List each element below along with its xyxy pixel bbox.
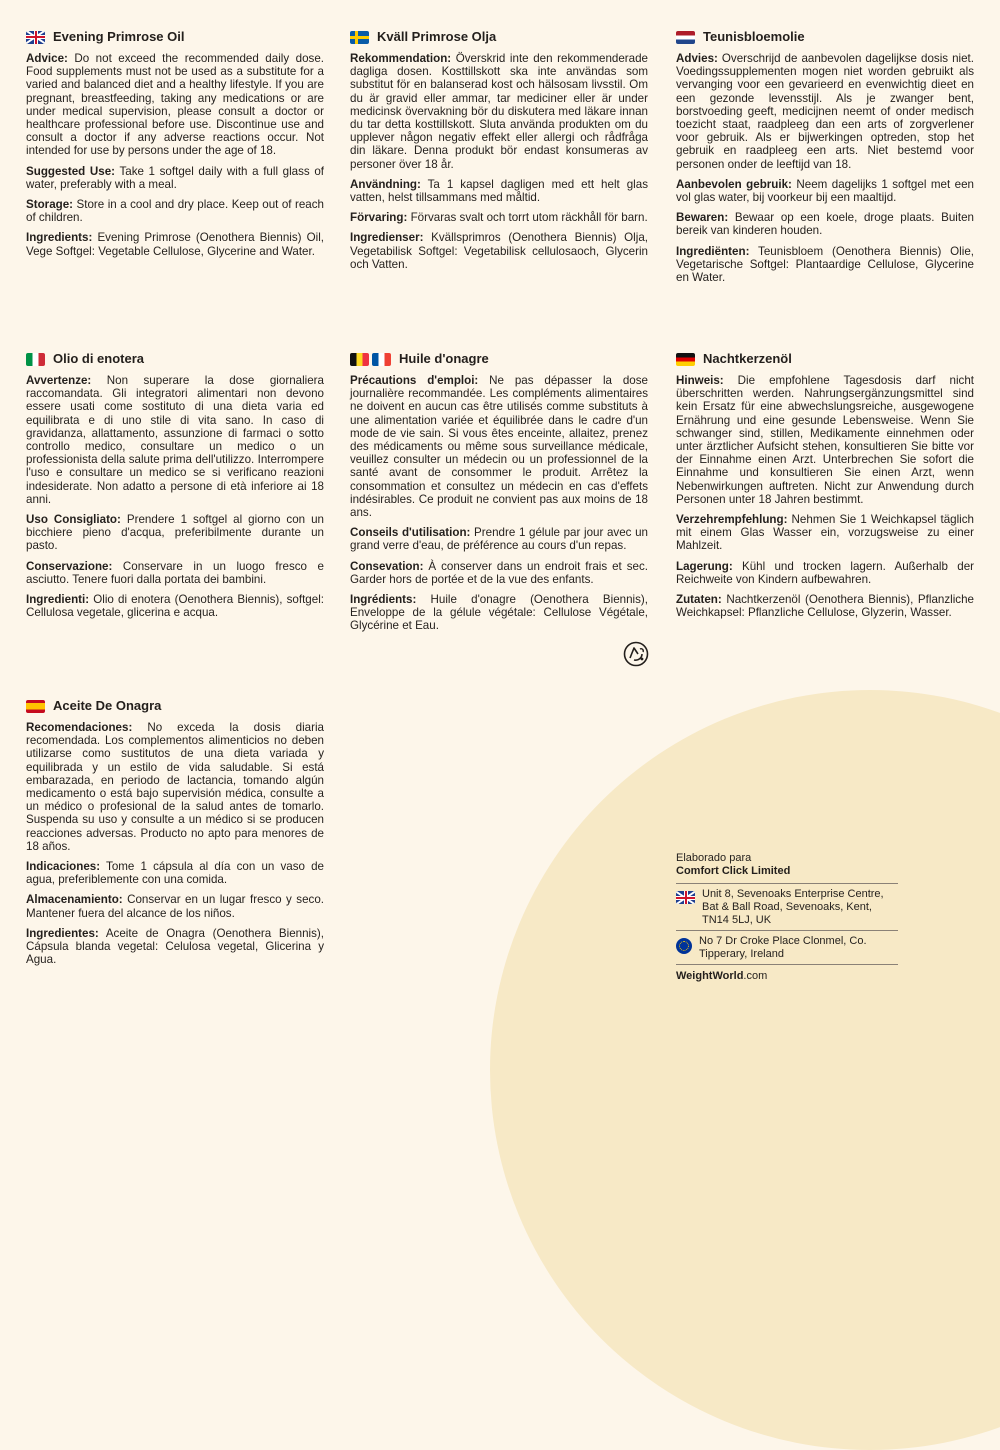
advice-label: Advies:: [676, 52, 718, 65]
ingredients-label: Ingredients:: [26, 231, 93, 245]
advice-label: Rekommendation:: [350, 52, 452, 65]
storage-paragraph: [26, 198, 324, 224]
use-text: Prendre 1 gélule par jour avec un grand verre d'eau, de préférence au cours d'un repas.: [350, 526, 648, 553]
advice-text: Do not exceed the recommended daily dose. Food supplements must not be used as a substitute for a varied and balanced diet and a healthy lifestyle. If you are pregnant, breastfeeding, taking any medications or are under medical supervision, please consult a doctor or healthcare professional before use. Discontinue use and consult a doctor if any adverse reactions occur. Not intended for use by persons under the age of 18.: [26, 52, 324, 158]
section-dutch: [676, 28, 974, 291]
use-label: Aanbevolen gebruik:: [676, 177, 792, 191]
storage-label: Almacenamiento:: [26, 893, 123, 907]
use-paragraph: [676, 178, 974, 204]
advice-text: Överskrid inte den rekommenderade dagliga dosen. Kosttillskott ska inte användas som substitut för en balanserad kost och hälsosam livsstil. Om du är gravid eller ammar, tar mediciner eller är under medicinsk övervakning bör du diskutera med läkare innan du tar detta kosttillskott. Sluta använda produkten om du upplever någon negativ effekt eller allergi och rådfråga din läkare. Denna produkt bör endast konsumeras av personer över 18 år.: [350, 52, 648, 171]
storage-label: Bewaren:: [676, 211, 729, 225]
advice-label: Advice:: [26, 52, 68, 65]
ingredients-text: Kvällsprimros (Oenothera Biennis) Olja, Vegetabilisk Softgel: Vegetabilisk cellulosaoch, Glycerin och Vatten.: [350, 231, 648, 271]
uk-flag-icon: [676, 891, 695, 904]
storage-paragraph: [350, 560, 648, 586]
use-paragraph: [26, 165, 324, 191]
storage-text: Store in a cool and dry place. Keep out of reach of children.: [26, 198, 324, 225]
advice-text: Overschrijd de aanbevolen dagelijkse dosis niet. Voedingssupplementen mogen niet worden gebruikt als vervanging voor een gevarieerd en evenwichtig dieet en een gezonde levensstijl. Als je zwanger bent, borstvoeding geeft, medicijnen neemt of onder medisch toezicht staat, raadpleeg dan een arts of zorgverlener voor gebruik. Als er bijwerkingen optreden, stop het gebruik en raadpleeg een arts. Niet bestemd voor personen onder de leeftijd van 18.: [676, 52, 974, 171]
ingredients-paragraph: [676, 593, 974, 619]
use-paragraph: [350, 178, 648, 204]
section-title-row: [676, 350, 974, 368]
use-text: Prendere 1 softgel al giorno con un bicchiere pieno d'acqua, preferibilmente durante un pasto.: [26, 513, 324, 553]
use-label: Conseils d'utilisation:: [350, 526, 471, 540]
ingredients-paragraph: [26, 593, 324, 619]
ingredients-label: Ingredienti:: [26, 593, 90, 607]
section-italian: [26, 350, 324, 626]
section-english: [26, 28, 324, 265]
section-title-row: [26, 28, 324, 46]
section-title: Nachtkerzenöl: [703, 351, 792, 366]
advice-paragraph: [26, 52, 324, 158]
section-german: [676, 350, 974, 626]
use-text: Take 1 softgel daily with a full glass of water, preferably with a meal.: [26, 164, 324, 191]
storage-paragraph: [26, 560, 324, 586]
company-name: Comfort Click Limited: [676, 865, 791, 877]
advice-paragraph: [26, 374, 324, 506]
ingredients-paragraph: [26, 231, 324, 257]
italy-flag-icon: [26, 353, 45, 366]
storage-label: Lagerung:: [676, 559, 733, 573]
ingredients-paragraph: [350, 231, 648, 271]
france-flag-icon: [372, 353, 391, 366]
ingredients-label: Ingredienser:: [350, 231, 424, 245]
storage-label: Conservazione:: [26, 559, 113, 573]
eu-address-row: [676, 930, 898, 964]
storage-paragraph: [676, 211, 974, 237]
use-label: Suggested Use:: [26, 164, 116, 178]
made-for-label: Elaborado para: [676, 852, 752, 864]
decorative-circle: [490, 690, 1000, 1450]
advice-text: No exceda la dosis diaria recomendada. Los complementos alimenticios no deben utilizarse como sustitutos de una dieta variada y equilibrada y un estilo de vida saludable. Si está embarazada, en periodo de lactancia, tomando algún medicamento o está bajo supervisión médica, consulte a un médico o profesional de la salud antes de tomarlo. Suspenda su uso y consulte a un médico si se producen reacciones adversas. Producto no apto para menores de 18 años.: [26, 721, 324, 853]
storage-text: À conserver dans un endroit frais et sec. Garder hors de portée et de la vue des enfants.: [350, 559, 648, 586]
advice-paragraph: [26, 721, 324, 853]
uk-address-row: [676, 883, 898, 930]
use-paragraph: [26, 513, 324, 553]
section-title-row: [676, 28, 974, 46]
storage-text: Förvaras svalt och torrt utom räckhåll för barn.: [407, 211, 648, 225]
website[interactable]: [676, 964, 898, 983]
use-paragraph: [350, 526, 648, 552]
ingredients-label: Ingrediënten:: [676, 244, 750, 258]
use-paragraph: [676, 513, 974, 553]
spain-flag-icon: [26, 700, 45, 713]
storage-text: Kühl und trocken lagern. Außerhalb der Reichweite von Kindern aufbewahren.: [676, 559, 974, 586]
storage-label: Consevation:: [350, 559, 424, 573]
advice-paragraph: [350, 52, 648, 171]
ingredients-paragraph: [676, 245, 974, 285]
storage-paragraph: [26, 893, 324, 919]
ingredients-text: Olio di enotera (Oenothera Biennis), softgel: Cellulosa vegetale, glicerina e acqua.: [26, 593, 324, 620]
eu-address: No 7 Dr Croke Place Clonmel, Co. Tipperary, Ireland: [699, 935, 867, 960]
section-title: Teunisbloemolie: [703, 29, 805, 44]
ingredients-text: Evening Primrose (Oenothera Biennis) Oil, Vege Softgel: Vegetable Cellulose, Glycerine and Water.: [26, 231, 324, 258]
website-brand: WeightWorld: [676, 970, 744, 982]
advice-label: Avvertenze:: [26, 374, 92, 387]
section-title-row: [26, 697, 324, 715]
section-title: Aceite De Onagra: [53, 698, 162, 713]
use-label: Användning:: [350, 177, 421, 191]
advice-paragraph: [676, 374, 974, 506]
ingredients-paragraph: [26, 927, 324, 967]
ingredients-label: Ingrédients:: [350, 593, 417, 607]
ingredients-text: Teunisbloem (Oenothera Biennis) Olie, Vegetarische Softgel: Plantaardige Cellulose, Glycerine en Water.: [676, 244, 974, 285]
eu-flag-icon: [676, 938, 692, 954]
storage-text: Conservare in un luogo fresco e asciutto. Tenere fuori dalla portata dei bambini.: [26, 559, 324, 586]
recycle-icon: [622, 640, 650, 668]
ingredients-text: Nachtkerzenöl (Oenothera Biennis), Pflanzliche Weichkapsel: Pflanzliche Cellulose, Glyzerin, Wasser.: [676, 593, 974, 620]
ingredients-text: Huile d'onagre (Oenothera Biennis), Enveloppe de la gélule végétale: Cellulose Végétale, Glycérine et Eau.: [350, 593, 648, 633]
advice-label: Recomendaciones:: [26, 721, 133, 734]
advice-paragraph: [676, 52, 974, 171]
advice-text: Die empfohlene Tagesdosis darf nicht überschritten werden. Nahrungsergänzungsmittel sind kein Ersatz für eine abwechslungsreiche, ausgewogene Ernährung und eine gesunde Lebensweise. Wenn Sie schwanger sind, stillen, Medikamente einnehmen oder unter ärztlicher Aufsicht stehen, konsultieren Sie bitte vor der Einnahme einen Arzt. Unterbrechen Sie sofort die Einnahme und konsultieren Sie einen Arzt, wenn Nebenwirkungen auftreten. Nicht zur Anwendung durch Personen unter 18 Jahren bestimmt.: [676, 374, 974, 506]
use-paragraph: [26, 860, 324, 886]
uk-flag-icon: [26, 31, 45, 44]
storage-label: Förvaring:: [350, 211, 408, 225]
use-text: Neem dagelijks 1 softgel met een vol glas water, bij voorkeur bij een maaltijd.: [676, 177, 974, 205]
advice-paragraph: [350, 374, 648, 519]
section-spanish: [26, 697, 324, 973]
ingredients-label: Ingredientes:: [26, 926, 99, 940]
manufacturer-address: [676, 852, 898, 983]
advice-label: Hinweis:: [676, 374, 724, 387]
ingredients-label: Zutaten:: [676, 593, 722, 607]
section-title: Evening Primrose Oil: [53, 29, 185, 44]
advice-text: Ne pas dépasser la dose journalière recommandée. Les compléments alimentaires ne doivent en aucun cas être utilisés comme substituts à une alimentation variée et équilibrée dans le cadre d'un mode de vie sain. Si vous êtes enceinte, allaitez, prenez des médicaments ou même sous surveillance médicale, veuillez consulter un médecin ou un professionnel de la santé avant de consommer le produit. Arrêtez la consommation et consultez un médecin en cas d'effets indésirables. Ce produit ne convient pas aux moins de 18 ans.: [350, 374, 648, 520]
belgium-flag-icon: [350, 353, 369, 366]
section-title-row: [350, 350, 648, 368]
section-title: Kväll Primrose Olja: [377, 29, 497, 44]
use-text: Tome 1 cápsula al día con un vaso de agua, preferiblemente con una comida.: [26, 860, 324, 887]
storage-paragraph: [350, 211, 648, 224]
section-title-row: [350, 28, 648, 46]
storage-paragraph: [676, 560, 974, 586]
advice-text: Non superare la dose giornaliera raccomandata. Gli integratori alimentari non devono essere usati come sostituto di una dieta varia ed equilibrata e di uno stile di vita sano. In caso di gravidanza, allattamento, assunzione di farmaci o sotto controllo medico, consultare un medico o un professionista della salute prima dell'utilizzo. Interrompere l'uso e consultare un medico se si verificano reazioni indesiderate. Non adatto a persone di età inferiore ai 18 anni.: [26, 374, 324, 506]
section-title-row: [26, 350, 324, 368]
netherlands-flag-icon: [676, 31, 695, 44]
use-label: Verzehrempfehlung:: [676, 513, 788, 527]
germany-flag-icon: [676, 353, 695, 366]
storage-text: Bewaar op een koele, droge plaats. Buiten bereik van kinderen houden.: [676, 211, 974, 238]
use-text: Nehmen Sie 1 Weichkapsel täglich mit einem Glas Wasser ein, vorzugsweise zu einer Mahlzeit.: [676, 513, 974, 553]
section-french: [350, 350, 648, 640]
use-label: Uso Consigliato:: [26, 513, 121, 527]
uk-address: Unit 8, Sevenoaks Enterprise Centre, Bat & Ball Road, Sevenoaks, Kent, TN14 5LJ, UK: [702, 888, 884, 926]
storage-label: Storage:: [26, 198, 74, 212]
use-text: Ta 1 kapsel dagligen med ett helt glas vatten, helst tillsammans med måltid.: [350, 177, 648, 205]
sweden-flag-icon: [350, 31, 369, 44]
storage-text: Conservar en un lugar fresco y seco. Mantener fuera del alcance de los niños.: [26, 893, 324, 920]
use-label: Indicaciones:: [26, 860, 101, 874]
ingredients-paragraph: [350, 593, 648, 633]
section-swedish: [350, 28, 648, 278]
ingredients-text: Aceite de Onagra (Oenothera Biennis), Cápsula blanda vegetal: Celulosa vegetal, Glicerina y Agua.: [26, 926, 324, 967]
section-title: Huile d'onagre: [399, 351, 489, 366]
advice-label: Précautions d'emploi:: [350, 374, 479, 387]
section-title: Olio di enotera: [53, 351, 145, 366]
website-suffix: .com: [743, 970, 768, 982]
